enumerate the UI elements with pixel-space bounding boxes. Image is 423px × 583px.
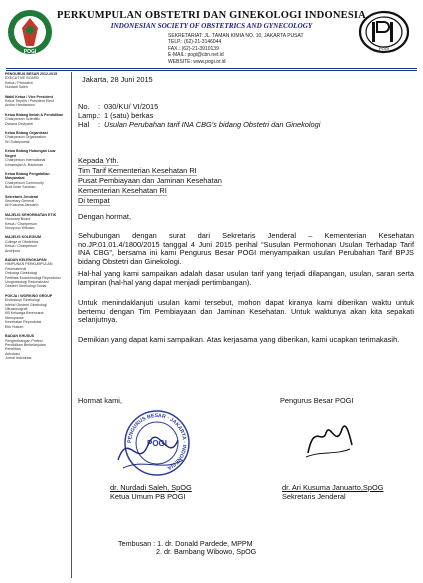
sidebar-line: Onkologi Ginekologi [5,271,38,276]
sidebar-group [5,149,67,167]
greeting: Dengan hormat, [78,212,131,221]
signatory-right: dr. Ari Kusuma Januarto,SpOG Sekretaris Jenderal [282,483,384,501]
sidebar-group [5,235,67,253]
sidebar-line: HIMPUNAN PERKUMPULAN [5,262,53,267]
left-logo-text: POGI [23,49,37,55]
paragraph-2: Hal-hal yang kami sampaikan adalah dasar usulan tarif yang terjadi dilapangan, usulan, saran serta lampiran (hal-hal yang dapat menjadi pertimbangan). [78,269,414,287]
sidebar-group [5,131,67,144]
sidebar-group [5,113,67,126]
paragraph-4: Demikian yang dapat kami sampaikan. Atas kerjasama yang diberikan, kami ucapkan terimakasih. [78,335,400,344]
signature-left [108,420,188,480]
sidebar-group-head: BADAN KELENGKAPAN [5,258,47,262]
sidebar-line: Ichramsjah A. Rachman [5,162,44,167]
sidebar-line: Chairperson Community [5,180,44,185]
sidebar-divider [71,72,72,578]
sidebar-line: Penelitian [5,347,21,352]
letter-subject: Hal : Usulan Perubahan tarif INA CBG's bidang Obstetri dan Ginekologi [78,120,321,129]
sidebar-line: Chairperson International [5,158,46,163]
org-name-english: INDONESIAN SOCIETY OF OBSTETRICS AND GYNECOLOGY [110,22,313,30]
seal-ring-text: PENGURUS BESAR · JAKARTA · INDONESIA [126,412,188,471]
paragraph-3: Untuk menindaklanjuti usulan kami tersebut, mohon dapat kiranya kami diberikan waktu untuk bertemu dengan Tim Pembiayaan dan Jaminan Kesehatan. Untuk waktunya akan kita sepakati selanjutnya. [78,298,414,325]
sidebar-line: Budi Iman Santoso [5,185,36,190]
sidebar-line: Endoskopi Ginekologi [5,298,40,303]
sidebar-group-head: MAJELIS KOLEGIUM [5,235,41,240]
sidebar-group [5,213,67,231]
sidebar-group-head: Sekretaris Jenderal [5,194,39,199]
right-logo-text: POGI [378,46,390,51]
sidebar-line: Ketua / Chairperson [5,221,37,226]
seal-center-text: POGI [146,439,168,448]
sidebar-group [5,172,67,190]
copies-to: Tembusan : 1. dr. Donald Pardede, MPPM 2. dr. Bambang Wibowo, SpOG [118,539,257,557]
org-name: PERKUMPULAN OBSTETRI DAN GINEKOLOGI INDONESIA [57,10,366,21]
header-rule [6,68,417,69]
sidebar-group [5,195,67,208]
sidebar-line: Noroyono Wibowo [5,225,35,230]
sidebar-line: Menopause [5,315,24,320]
sidebar-line: Honorary Board [5,217,31,222]
sidebar-line: Ketua / Chairperson [5,244,37,249]
sidebar-group-head: Ketua Bidang Pengabdian Masyarakat [5,171,50,181]
sidebar-line: Nurdadi Saleh [5,85,28,90]
sidebar-group [5,258,67,289]
sidebar-line: Dwiana Ocviyanti [5,121,33,126]
board-sidebar [5,72,67,577]
paragraph-1: Sehubungan dengan surat dari Sekretaris Jenderal – Kementerian Kesehatan no.JP.01.01.4/1800/2015 tanggal 4 Juni 2015 perihal “Susulan Permohonan Usulan Terhadap Tarif INA CBG”, bersama ini kami Pengurus Besar POGI menyampaikan usulan Perubahan Tarif BPJS bidang Obstetri dan Ginekologi. [78,231,414,266]
sidebar-line: KB Keluarga Berencana [5,311,44,316]
sidebar-group [5,294,67,329]
sidebar-line: Kesehatan Reproduksi [5,320,42,325]
sidebar-group [5,72,67,90]
sidebar-group-head: Wakil Ketua / Vice President [5,94,53,99]
sidebar-group-head: BADAN KHUSUS [5,334,35,339]
sidebar-line: Chairperson Organization [5,135,46,140]
sidebar-line: Andrijono [5,248,21,253]
sidebar-group-head: MAJELIS KEHORMATAN ETIK [5,212,57,217]
sidebar-line: Ketua Terpilih / President Elect [5,99,54,104]
sidebar-line: Andon Hestiantoro [5,103,35,108]
sidebar-line: Chairperson Scientific [5,117,40,122]
sidebar-group [5,95,67,108]
sidebar-line: Pengembangan Profesi [5,338,43,343]
letter-date: Jakarta, 28 Juni 2015 [82,75,153,84]
signature-org: Pengurus Besar POGI [280,396,354,405]
sidebar-line: Fetomaternal [5,266,27,271]
sidebar-group-head: Ketua Bidang Organisasi [5,131,48,136]
recipient-block: Kepada Yth. Tim Tarif Kementerian Kesehatan RI Pusat Pembiayaan dan Jaminan Kesehatan Kementerian Kesehatan RI Di tempat [78,156,222,205]
letter-attachment: Lamp.: 1 (satu) berkas [78,111,154,120]
sidebar-group-head: Ketua Bidang Hubungan Luar Negeri [5,149,56,158]
sidebar-line: Obstetri Ginekologi Sosial [5,284,47,289]
signature-right [300,415,356,463]
sidebar-line: Ultrasonografi [5,307,28,312]
sidebar-line: Secretary General [5,198,35,203]
sidebar-group-head: PENGURUS BESAR 2012-2015 [5,72,58,76]
sidebar-line: EXECUTIVE BOARD [5,76,40,81]
sidebar-group [5,334,67,360]
sidebar-line: Ari Kusuma Januarto [5,203,39,208]
letter-number: No. : 030/KU/ VI/2015 [78,102,159,111]
closing: Hormat kami, [78,396,122,405]
sidebar-line: Advokasi [5,351,20,356]
sidebar-group-head: Ketua Bidang Ilmiah & Pendidikan [5,112,64,117]
header-rule-thin [6,70,417,71]
sidebar-line: Fertilitas Endokrinologi Reproduksi [5,275,61,280]
org-logo-right [358,10,410,54]
sidebar-line: Pendidikan Berkelanjutan [5,342,46,347]
org-address: SEKRETARIAT: JL. TAMAN KIMIA NO. 10, JAKARTA PUSAT TELP.: (62)-21-3146044 FAX.: (62)-21-3910139 E-MAIL: pogi@cbn.net.id WEBSITE: www.pogi.or.id [168,33,304,65]
signatory-left: dr. Nurdadi Saleh, SpOG Ketua Umum PB POGI [110,483,192,501]
sidebar-line: Ketua / President [5,80,33,85]
sidebar-line: Uroginekologi Rekonstruksi [5,280,49,285]
sidebar-group-head: POKJA / WORKING GROUP [5,293,53,298]
sidebar-line: Jurnal Indonesia [5,356,32,361]
sidebar-line: Etik Hukum [5,324,24,329]
sidebar-line: College of Obstetrics [5,239,39,244]
sidebar-line: Sri Sulistyowati [5,139,30,144]
sidebar-line: Infeksi Obstetri Ginekologi [5,302,47,307]
